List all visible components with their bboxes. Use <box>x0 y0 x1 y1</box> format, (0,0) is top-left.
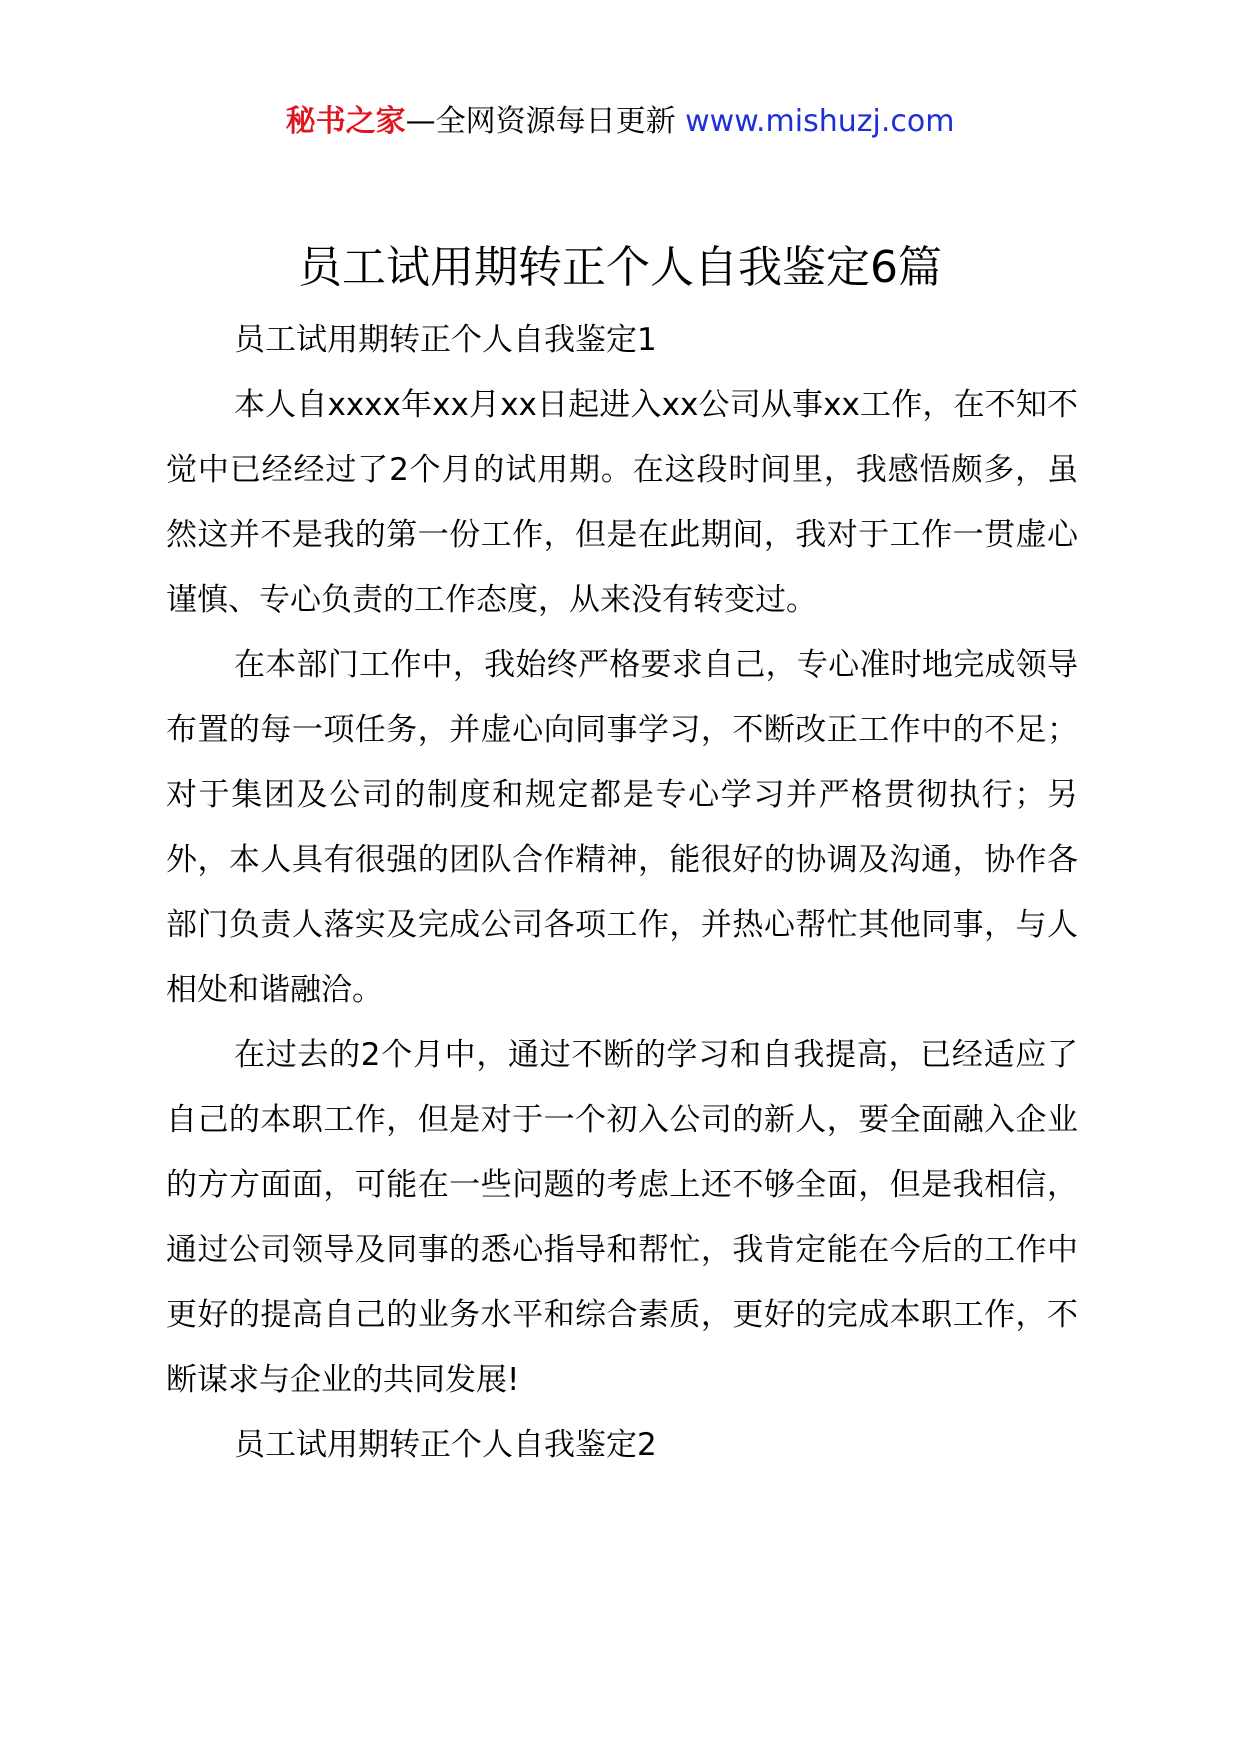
paragraph-1: 本人自xxxx年xx月xx日起进入xx公司从事xx工作，在不知不觉中已经经过了2个月的试用期。在这段时间里，我感悟颇多，虽然这并不是我的第一份工作，但是在此期间，我对于工作一贯虚心谨慎、专心负责的工作态度，从来没有转变过。 <box>166 387 1078 618</box>
website-link[interactable]: www.mishuzj.com <box>685 104 955 139</box>
paragraph-3: 在过去的2个月中，通过不断的学习和自我提高，已经适应了自己的本职工作，但是对于一个初入公司的新人，要全面融入企业的方方面面，可能在一些问题的考虑上还不够全面，但是我相信，通过公司领导及同事的悉心指导和帮忙，我肯定能在今后的工作中更好的提高自己的业务水平和综合素质，更好的完成本职工作，不断谋求与企业的共同发展! <box>166 1037 1078 1398</box>
section-heading-2: 员工试用期转正个人自我鉴定2 <box>234 1427 657 1463</box>
paragraph-2: 在本部门工作中，我始终严格要求自己，专心准时地完成领导布置的每一项任务，并虚心向同事学习，不断改正工作中的不足；对于集团及公司的制度和规定都是专心学习并严格贯彻执行；另外，本人具有很强的团队合作精神，能很好的协调及沟通，协作各部门负责人落实及完成公司各项工作，并热心帮忙其他同事，与人相处和谐融洽。 <box>166 647 1078 1008</box>
document-body <box>166 308 1078 1478</box>
brand-name: 秘书之家 <box>285 104 406 139</box>
section-heading-1: 员工试用期转正个人自我鉴定1 <box>234 322 657 358</box>
site-header <box>0 102 1240 142</box>
document-title: 员工试用期转正个人自我鉴定6篇 <box>298 242 942 293</box>
header-tagline: —全网资源每日更新 <box>405 104 686 139</box>
